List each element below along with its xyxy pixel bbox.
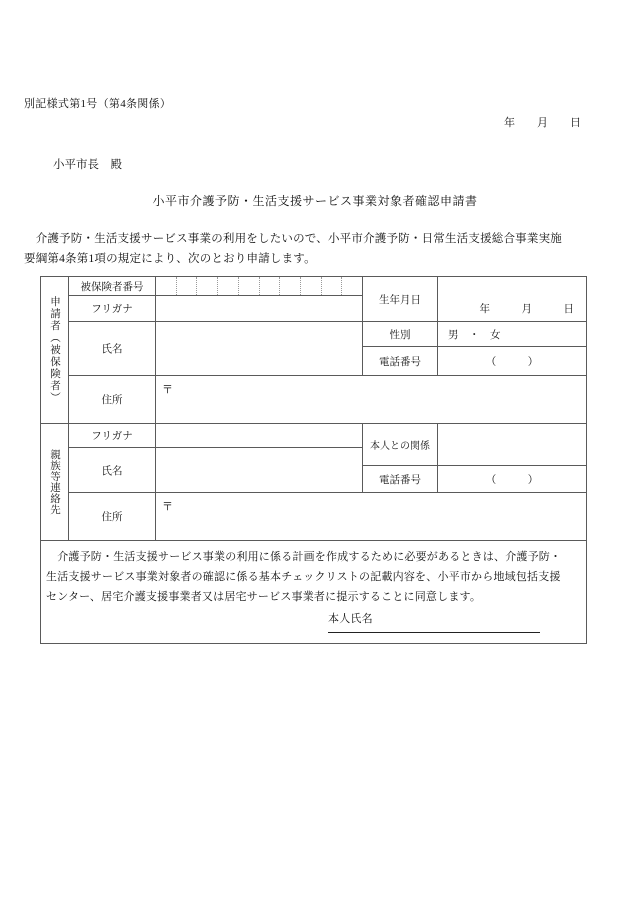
signature-line[interactable]: 本人氏名 (328, 609, 540, 633)
insured-number-digit-box[interactable] (301, 277, 322, 295)
insured-number-digit-box[interactable] (322, 277, 343, 295)
contact-name-input[interactable] (155, 447, 363, 493)
insured-number-digit-box[interactable] (342, 277, 362, 295)
applicant-furigana-label: フリガナ (68, 295, 156, 322)
insured-number-digit-box[interactable] (156, 277, 177, 295)
intro-line: 介護予防・生活支援サービス事業の利用をしたいので、小平市介護予防・日常生活支援総合事業実施 (24, 233, 562, 245)
applicant-address-label: 住所 (68, 375, 156, 424)
consent-line: センター、居宅介護支援事業者又は居宅サービス事業者に提示することに同意します。 (46, 591, 482, 603)
contact-address-input[interactable] (155, 492, 587, 541)
postal-mark: 〒 (162, 501, 173, 513)
date-fill-line[interactable]: 年 月 日 (504, 117, 581, 129)
consent-line: 介護予防・生活支援サービス事業の利用に係る計画を作成するために必要があるときは、介護予防・ (46, 551, 562, 563)
applicant-phone-value[interactable]: （ ） (437, 346, 587, 376)
consent-box (40, 540, 587, 644)
insured-number-digit-box[interactable] (239, 277, 260, 295)
insured-number-input[interactable] (155, 276, 363, 296)
insured-number-label: 被保険者番号 (68, 276, 156, 296)
gender-value[interactable]: 男 ・ 女 (437, 321, 587, 347)
applicant-furigana-input[interactable] (155, 295, 363, 322)
form-title: 小平市介護予防・生活支援サービス事業対象者確認申請書 (152, 194, 478, 208)
insured-number-digit-box[interactable] (177, 277, 198, 295)
relation-value[interactable] (437, 423, 587, 466)
contact-phone-value[interactable]: （ ） (437, 465, 587, 493)
contact-group-label: 親族等連絡先 (40, 423, 69, 541)
applicant-name-input[interactable] (155, 321, 363, 376)
insured-number-digit-box[interactable] (280, 277, 301, 295)
contact-furigana-label: フリガナ (68, 423, 156, 448)
applicant-group-label: 申請者（被保険者） (40, 276, 69, 424)
applicant-address-input[interactable] (155, 375, 587, 424)
consent-line: 生活支援サービス事業対象者の確認に係る基本チェックリストの記載内容を、小平市から地域包括支援 (46, 571, 561, 583)
gender-label: 性別 (362, 321, 438, 347)
addressee: 小平市長 殿 (53, 159, 122, 171)
birthdate-value[interactable]: 年 月 日 (437, 276, 587, 322)
birthdate-label: 生年月日 (362, 276, 438, 322)
insured-number-digit-box[interactable] (260, 277, 281, 295)
postal-mark: 〒 (162, 384, 173, 396)
contact-furigana-input[interactable] (155, 423, 363, 448)
contact-address-label: 住所 (68, 492, 156, 541)
relation-label: 本人との関係 (362, 423, 438, 466)
insured-number-digit-box[interactable] (197, 277, 218, 295)
contact-phone-label: 電話番号 (362, 465, 438, 493)
intro-paragraph (24, 229, 606, 269)
applicant-name-label: 氏名 (68, 321, 156, 376)
insured-number-digit-box[interactable] (218, 277, 239, 295)
form-number: 別記様式第1号（第4条関係） (24, 98, 172, 110)
applicant-phone-label: 電話番号 (362, 346, 438, 376)
intro-line: 要綱第4条第1項の規定により、次のとおり申請します。 (24, 253, 316, 265)
contact-name-label: 氏名 (68, 447, 156, 493)
